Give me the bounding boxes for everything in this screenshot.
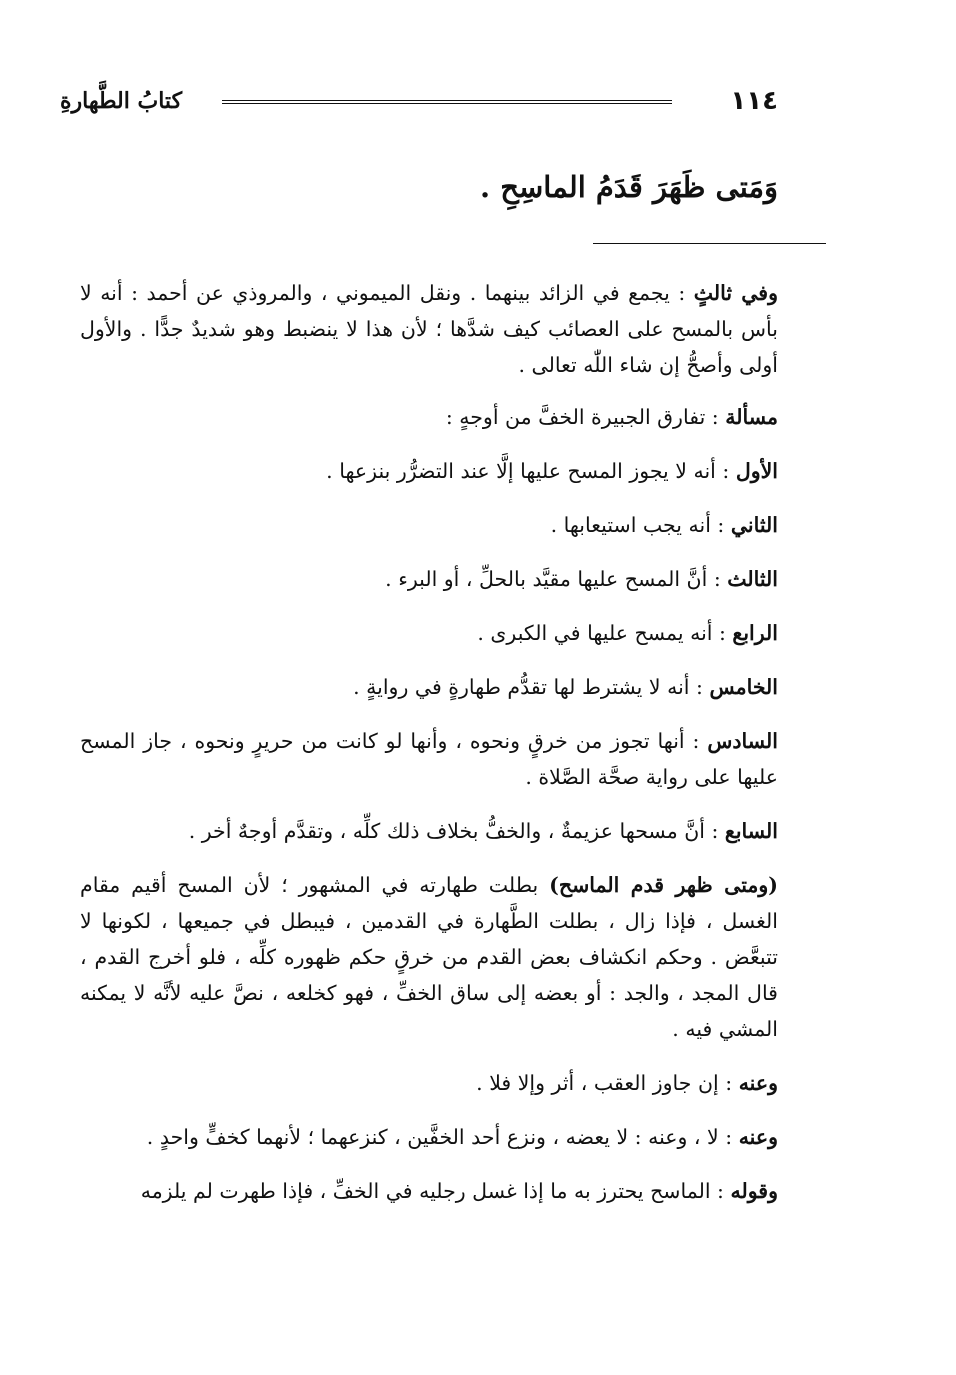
paragraph-text: : يجمع في الزائد بينهما . ونقل الميموني ، والمروذي عن أحمد : أنه لا بأس بالمسح على العصائب كيف شدَّها ؛ لأن هذا لا ينضبط وهو شديدٌ جدًّا . والأول أولى وأصحُّ إن شاء اللّٰه تعالى . (80, 281, 778, 377)
header-rule (222, 100, 672, 104)
paragraph (80, 813, 778, 849)
paragraph (80, 615, 778, 651)
paragraph (80, 867, 778, 1047)
paragraph (80, 1173, 778, 1209)
page-number: ١١٤ (730, 86, 778, 116)
paragraph (80, 275, 778, 383)
paragraph-lead: الثالث (727, 567, 778, 591)
paragraph (80, 1065, 778, 1101)
paragraph (80, 399, 778, 435)
paragraph-lead: وعنه (738, 1125, 778, 1149)
paragraph (80, 507, 778, 543)
paragraph-lead: السادس (707, 729, 778, 753)
paragraph-text: : أنَّ المسح عليها مقيَّد بالحلِّ ، أو البرء . (385, 567, 728, 591)
paragraph-lead: الخامس (709, 675, 778, 699)
paragraph-text: : أنه يمسح عليها في الكبرى . (477, 621, 733, 645)
matn-divider (593, 243, 826, 244)
paragraph-text: : تفارق الجبيرة الخفَّ من أوجهٍ : (445, 405, 726, 429)
commentary-body (80, 275, 778, 1227)
paragraph-lead: (ومتى ظهر قدم الماسح) (549, 873, 778, 897)
paragraph-lead: الثاني (730, 513, 778, 537)
paragraph-text: بطلت طهارته في المشهور ؛ لأن المسح أقيم مقام الغسل ، فإذا زال ، بطلت الطَّهارة في القدمين ، فيبطل في جميعها ، لكونها لا تتبعَّض . وحكم انكشاف بعض القدم من خرقٍ حكم ظهوره كلِّه ، فلو أخرج القدم ، قال المجد ، والجد : أو بعضه إلى ساق الخفِّ ، فهو كخلعه ، نصَّ عليه لأنَّه لا يمكنه المشي فيه . (80, 873, 778, 1041)
paragraph (80, 723, 778, 795)
paragraph-text: : أنَّ مسحها عزيمةٌ ، والخفُّ بخلاف ذلك كلِّه ، وتقدَّم أوجهٌ أخر . (188, 819, 725, 843)
paragraph-text: : أنه لا يشترط لها تقدُّم طهارةٍ في روايةٍ . (353, 675, 710, 699)
paragraph (80, 561, 778, 597)
paragraph-lead: وقوله (730, 1179, 778, 1203)
paragraph-text: : أنها تجوز من خرقٍ ونحوه ، وأنها لو كانت من حريرٍ ونحوه ، جاز المسح عليها على رواية صحَّة الصَّلاة . (80, 729, 778, 789)
paragraph-lead: الرابع (732, 621, 778, 645)
paragraph-lead: السابع (724, 819, 778, 843)
matn-text: وَمَتى ظَهَرَ قَدَمُ الماسِحِ . (480, 170, 778, 204)
paragraph (80, 1119, 778, 1155)
paragraph-lead: وعنه (738, 1071, 778, 1095)
paragraph-text: : الماسح يحترز به ما إذا غسل رجليه في الخفِّ ، فإذا طهرت لم يلزمه (140, 1179, 731, 1203)
paragraph-text: : لا ، وعنه : لا يعضه ، ونزع أحد الخفَّين ، كنزعهما ؛ لأنهما كخفٍّ واحدٍ . (146, 1125, 739, 1149)
paragraph-text: : أنه يجب استيعابها . (550, 513, 731, 537)
page-header (0, 80, 956, 120)
paragraph-text: : إن جاوز العقب ، أثر وإلا فلا . (476, 1071, 739, 1095)
paragraph-text: : أنه لا يجوز المسح عليها إلَّا عند التضرُّر بنزعها . (326, 459, 736, 483)
paragraph (80, 669, 778, 705)
paragraph-lead: وفي ثالثٍ (693, 281, 778, 305)
paragraph (80, 453, 778, 489)
paragraph-lead: الأول (735, 459, 778, 483)
paragraph-lead: مسألة (725, 405, 778, 429)
running-title: كتابُ الطَّهارةِ (60, 88, 183, 114)
